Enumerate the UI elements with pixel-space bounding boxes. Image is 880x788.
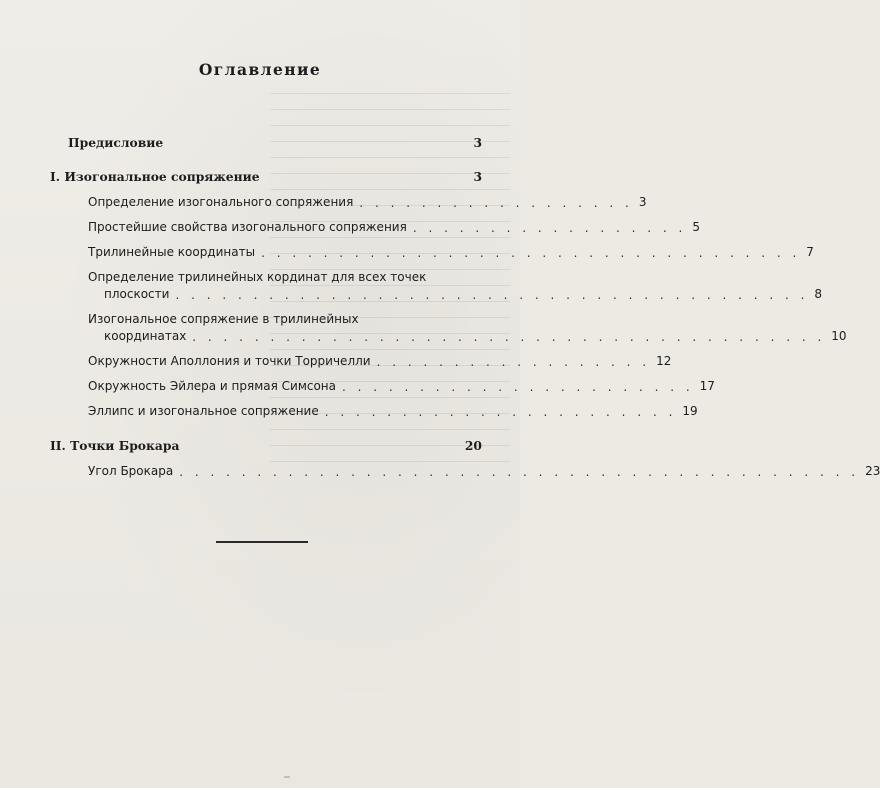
- toc-entry-brocard-angle[interactable]: Угол Брокара . . . . . . . . . . . . . . . . . . . . . . . . . . . . . . . . . . . . . . . . . . . . 23: [88, 464, 880, 479]
- toc-entry-euler-simson[interactable]: Окружность Эйлера и прямая Симсона . . . . . . . . . . . . . . . . . . . . . . . 17: [88, 379, 715, 394]
- toc-entry-chapter-2[interactable]: [50, 437, 482, 454]
- toc-entry-trilinear-all-points[interactable]: плоскости . . . . . . . . . . . . . . . . . . . . . . . . . . . . . . . . . . . . . . . . . 8: [104, 287, 823, 302]
- toc-title: Оглавление: [198, 60, 322, 79]
- toc-page-number: 23: [865, 464, 880, 478]
- toc-page-number: 3: [473, 169, 482, 184]
- toc-entry-apollonius-torricelli[interactable]: Окружности Аполлония и точки Торричелли . . . . . . . . . . . . . . . . . . 12: [88, 354, 672, 369]
- toc-page-number: 8: [814, 287, 823, 301]
- toc-label: Угол Брокара: [88, 464, 174, 478]
- end-rule: [216, 541, 308, 543]
- toc-label-line2: координатах: [104, 329, 187, 343]
- toc-label: Предисловие: [68, 135, 164, 150]
- toc-label: II. Точки Брокара: [50, 438, 180, 453]
- toc-label-line2: плоскости: [104, 287, 170, 301]
- toc-label: Определение изогонального сопряжения: [88, 195, 354, 209]
- toc-entry-isogonal-definition[interactable]: Определение изогонального сопряжения . . . . . . . . . . . . . . . . . . 3: [88, 195, 647, 210]
- toc-page-number: 5: [692, 220, 700, 234]
- toc-label-line1[interactable]: Определение трилинейных кординат для всех точек: [88, 270, 427, 284]
- toc-entry-chapter-1[interactable]: [50, 168, 482, 185]
- toc-label: Трилинейные координаты: [88, 245, 256, 259]
- toc-label: Окружности Аполлония и точки Торричелли: [88, 354, 371, 368]
- toc-entry-ellipse-isogonal[interactable]: Эллипс и изогональное сопряжение . . . . . . . . . . . . . . . . . . . . . . . 19: [88, 404, 698, 419]
- toc-page-number: 10: [831, 329, 847, 343]
- toc-page-number: 3: [473, 135, 482, 150]
- toc-page-number: 7: [806, 245, 814, 259]
- toc-page-number: 3: [638, 195, 647, 209]
- toc-label: Эллипс и изогональное сопряжение: [88, 404, 319, 418]
- toc-page-number: 12: [656, 354, 672, 368]
- toc-entry-simple-properties[interactable]: Простейшие свойства изогонального сопряжения . . . . . . . . . . . . . . . . . . 5: [88, 220, 700, 235]
- page-smudge: [284, 776, 290, 778]
- toc-label: Окружность Эйлера и прямая Симсона: [88, 379, 337, 393]
- toc-entry-isogonal-trilinear[interactable]: координатах . . . . . . . . . . . . . . . . . . . . . . . . . . . . . . . . . . . . . . . . . 10: [104, 329, 847, 344]
- toc-page-number: 19: [682, 404, 698, 418]
- toc-entry-preface[interactable]: [68, 134, 482, 151]
- toc-label-line1[interactable]: Изогональное сопряжение в трилинейных: [88, 312, 359, 326]
- toc-label: Простейшие свойства изогонального сопряжения: [88, 220, 407, 234]
- toc-page-number: 17: [699, 379, 715, 393]
- toc-page-number: 20: [464, 438, 482, 453]
- toc-label: I. Изогональное сопряжение: [50, 169, 260, 184]
- toc-entry-trilinear-coordinates[interactable]: Трилинейные координаты . . . . . . . . . . . . . . . . . . . . . . . . . . . . . . . . . . . 7: [88, 245, 814, 260]
